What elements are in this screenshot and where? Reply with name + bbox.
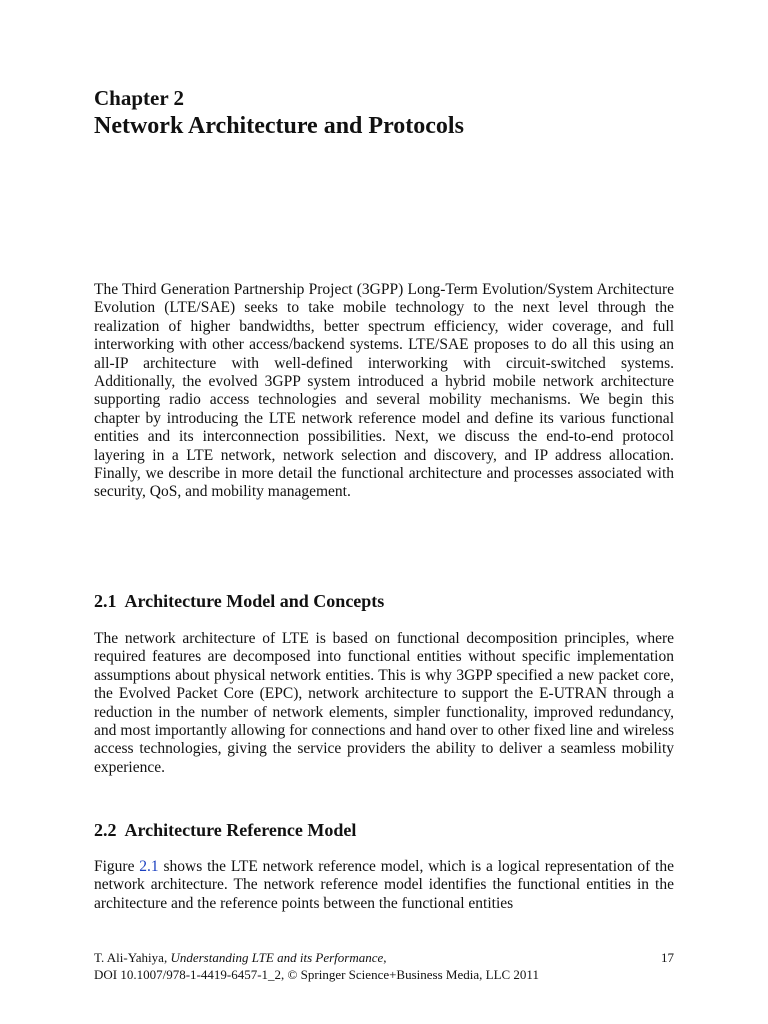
chapter-title: Network Architecture and Protocols [94,113,464,139]
page-footer [94,949,674,983]
abstract-paragraph: The Third Generation Partnership Project (3GPP) Long-Term Evolution/System Architecture Evolution (LTE/SAE) seeks to take mobile technology to the next level through the realization of higher bandwidths, better spectrum efficiency, wider coverage, and full interworking with other access/backend systems. LTE/SAE proposes to do all this using an all-IP architecture with well-defined interworking with circuit-switched systems. Additionally, the evolved 3GPP system introduced a hybrid mobile network architecture supporting radio access technologies and several mobility mechanisms. We begin this chapter by introducing the LTE network reference model and define its various functional entities and its interconnection possibilities. Next, we discuss the end-to-end protocol layering in a LTE network, network selection and discovery, and IP address allocation. Finally, we describe in more detail the functional architecture and processes associated with security, QoS, and mobility management. [94,281,674,501]
section-2-1-body [94,630,674,777]
footer-comma: , [383,950,387,965]
chapter-abstract [94,281,674,502]
citation-line [94,949,674,966]
section-2-2-body [94,858,674,913]
doi-line: DOI 10.1007/978-1-4419-6457-1_2, © Springer Science+Business Media, LLC 2011 [94,967,539,982]
section-paragraph [94,858,674,913]
paragraph-text: shows the LTE network reference model, which is a logical representation of the network architecture. The network reference model identifies the functional entities in the architecture and the reference points between the functional entities [94,858,674,912]
section-paragraph: The network architecture of LTE is based on functional decomposition principles, where required features are decomposed into functional entities without specific implementation assumptions about physical network entities. This is why 3GPP specified a new packet core, the Evolved Packet Core (EPC), network architecture to support the E-UTRAN through a reduction in the number of network elements, simpler functionality, improved redundancy, and most importantly allowing for connections and hand over to other fixed line and wireless access technologies, giving the service providers the ability to deliver a seamless mobility experience. [94,630,674,776]
footer-author: T. Ali-Yahiya, [94,950,171,965]
section-2-1-heading [94,590,384,612]
chapter-label: Chapter 2 [94,86,185,110]
footer-book-title: Understanding LTE and its Performance [170,950,384,965]
section-title: Architecture Model and Concepts [124,591,385,611]
figure-link[interactable]: 2.1 [139,858,159,875]
section-title: Architecture Reference Model [124,820,357,840]
section-number: 2.1 [94,591,117,611]
section-2-2-heading [94,819,356,841]
page-number: 17 [661,950,674,965]
figure-prefix: Figure [94,858,140,875]
section-number: 2.2 [94,820,117,840]
